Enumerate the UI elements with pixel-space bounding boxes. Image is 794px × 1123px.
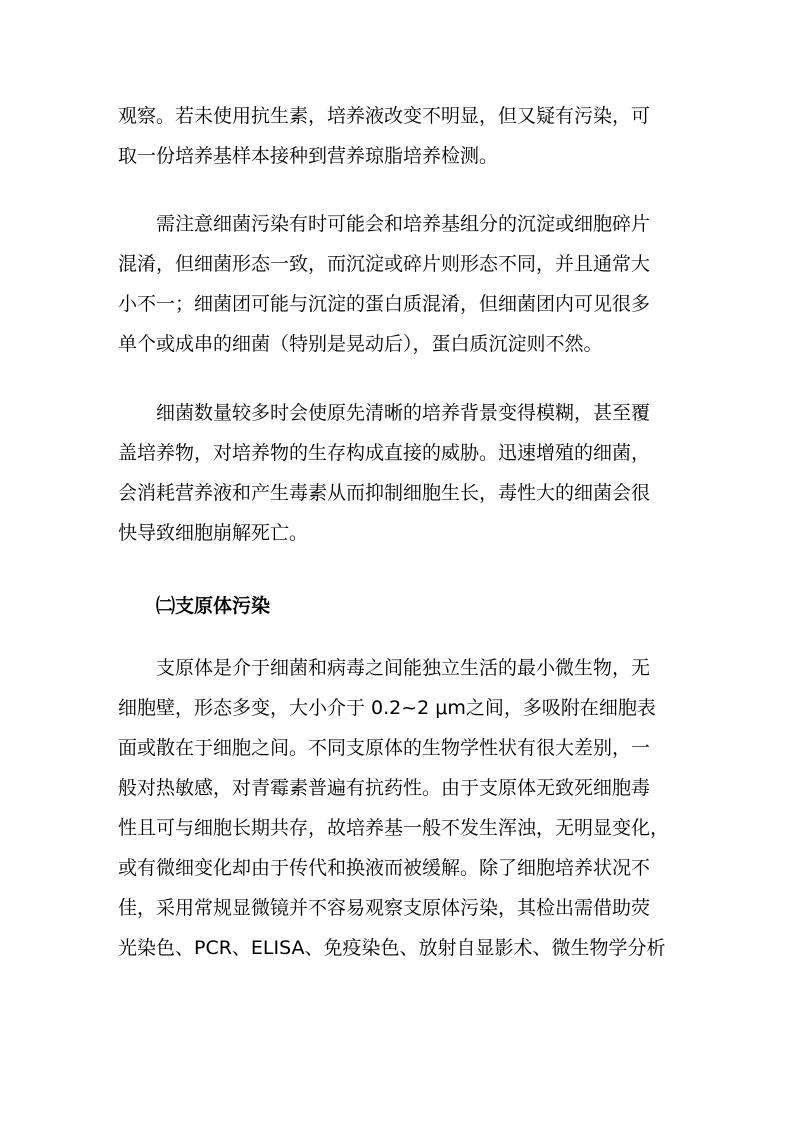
paragraph-1 <box>118 96 678 176</box>
text-line: 快导致细胞崩解死亡。 <box>118 522 309 544</box>
text-line: 会消耗营养液和产生毒素从而抑制细胞生长，毒性大的细菌会很 <box>118 482 651 504</box>
paragraph-3 <box>118 393 678 553</box>
text-line: 小不一；细菌团可能与沉淀的蛋白质混淆，但细菌团内可见很多 <box>118 293 651 315</box>
text-line: 细胞壁，形态多变，大小介于 0.2~2 μm之间，多吸附在细胞表 <box>118 697 656 719</box>
text-line: 单个或成串的细菌（特别是晃动后），蛋白质沉淀则不然。 <box>118 333 603 355</box>
section-heading: ㈡支原体污染 <box>156 595 271 617</box>
text-line: 面或散在于细胞之间。不同支原体的生物学性状有很大差别，一 <box>118 737 651 759</box>
paragraph-2 <box>118 204 678 364</box>
text-line: 混淆，但细菌形态一致，而沉淀或碎片则形态不同，并且通常大 <box>118 253 651 275</box>
text-line: 需注意细菌污染有时可能会和培养基组分的沉淀或细胞碎片 <box>156 213 651 235</box>
text-line: 性且可与细胞长期共存，故培养基一般不发生浑浊，无明显变化， <box>118 817 670 839</box>
text-line: 细菌数量较多时会使原先清晰的培养背景变得模糊，甚至覆 <box>156 402 651 424</box>
text-line: 取一份培养基样本接种到营养琼脂培养检测。 <box>118 145 499 167</box>
section-paragraph <box>118 648 678 968</box>
text-line: 佳，采用常规显微镜并不容易观察支原体污染，其检出需借助荧 <box>118 897 651 919</box>
text-line: 支原体是介于细菌和病毒之间能独立生活的最小微生物，无 <box>156 657 651 679</box>
text-line: 或有微细变化却由于传代和换液而被缓解。除了细胞培养状况不 <box>118 857 651 879</box>
text-line: 般对热敏感，对青霉素普遍有抗药性。由于支原体无致死细胞毒 <box>118 777 651 799</box>
text-line: 观察。若未使用抗生素，培养液改变不明显，但又疑有污染，可 <box>118 105 651 127</box>
text-line: 光染色、PCR、ELISA、免疫染色、放射自显影术、微生物学分析 <box>118 937 666 959</box>
text-line: 盖培养物，对培养物的生存构成直接的威胁。迅速增殖的细菌， <box>118 442 651 464</box>
